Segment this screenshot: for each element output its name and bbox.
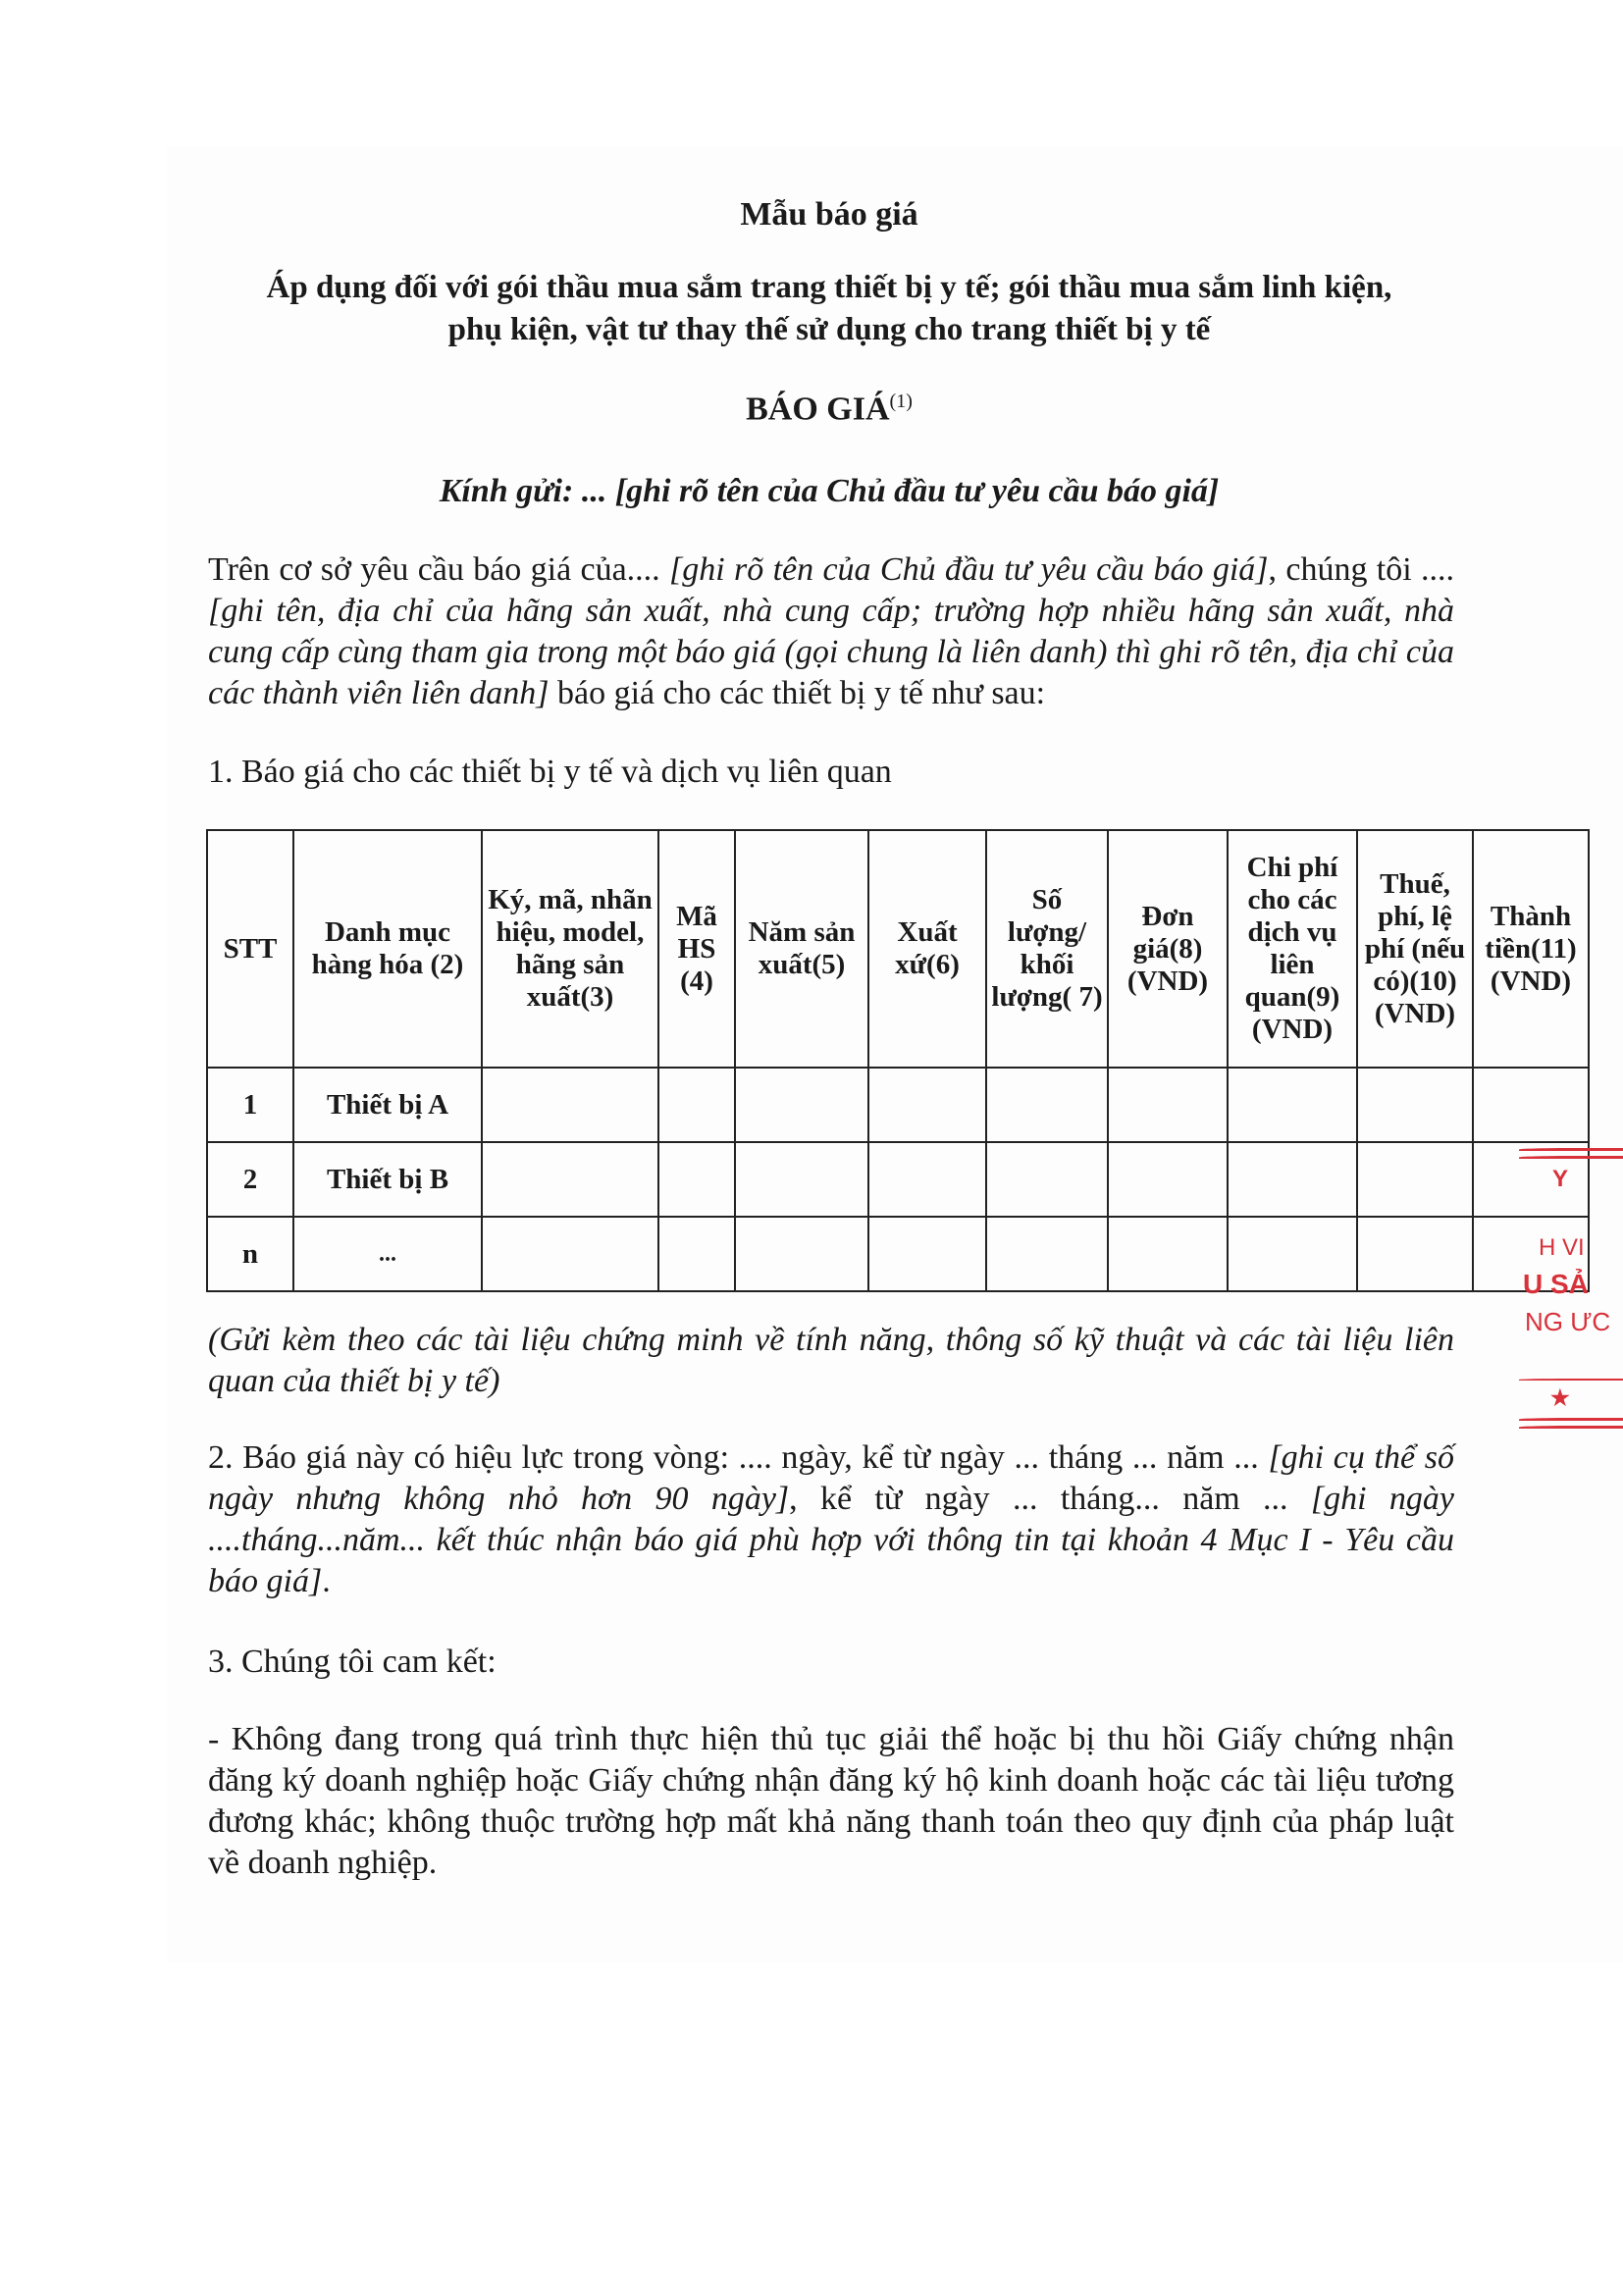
validity-text-3: . [322,1563,331,1599]
table-cell [986,1068,1108,1142]
stamp-text: U SẢ [1523,1269,1589,1299]
form-title: Mẫu báo giá [740,196,918,233]
header-service-cost: Chi phí cho các dịch vụ liên quan(9) (VND) [1228,830,1357,1068]
stamp-arc [1519,1148,1623,1151]
row-item-name: Thiết bị B [293,1142,482,1217]
header-stt: STT [207,830,293,1068]
table-note: (Gửi kèm theo các tài liệu chứng minh về tính năng, thông số kỹ thuật và các tài liệu liên quan của thiết bị y tế) [208,1322,1454,1399]
quote-table [206,829,1590,1292]
intro-paragraph [208,549,1454,714]
table-cell [1357,1217,1473,1291]
table-row [207,1142,1589,1217]
table-cell [658,1142,735,1217]
intro-text-3: báo giá cho các thiết bị y tế như sau: [549,675,1046,711]
table-cell [1228,1142,1357,1217]
intro-text-1: Trên cơ sở yêu cầu báo giá của.... [208,551,660,588]
heading-footnote: (1) [889,391,913,412]
subtitle-line-2: phụ kiện, vật tư thay thế sử dụng cho trang thiết bị y tế [447,312,1211,347]
header-item-name: Danh mục hàng hóa (2) [293,830,482,1068]
subtitle-line-1: Áp dụng đối với gói thầu mua sắm trang thiết bị y tế; gói thầu mua sắm linh kiện, [266,270,1392,305]
table-row [207,1068,1589,1142]
table-cell [986,1217,1108,1291]
section-2-paragraph [208,1437,1454,1602]
stamp-arc [1519,1426,1623,1429]
header-hs-code: Mã HS (4) [658,830,735,1068]
table-cell [735,1217,868,1291]
header-quantity: Số lượng/ khối lượng( 7) [986,830,1108,1068]
table-cell [986,1142,1108,1217]
validity-text-1: 2. Báo giá này có hiệu lực trong vòng: .... ngày, kể từ ngày ... tháng ... năm ... [208,1439,1259,1476]
row-stt: n [207,1217,293,1291]
intro-text-2: , chúng tôi .... [1268,551,1454,588]
validity-placeholder-2: [ghi ngày ....tháng...năm... kết thúc nhận báo giá phù hợp với thông tin tại khoản 4 Mục I - Yêu cầu báo giá] [208,1481,1454,1599]
stamp-text: NG ƯC [1525,1307,1611,1336]
recipient-line: Kính gửi: ... [ghi rõ tên của Chủ đầu tư yêu cầu báo giá] [439,473,1220,509]
table-row [207,1217,1589,1291]
heading-text: BÁO GIÁ [746,391,890,428]
validity-placeholder-1: [ghi cụ thể số ngày nhưng không nhỏ hơn 90 ngày] [208,1439,1454,1517]
row-stt: 1 [207,1068,293,1142]
red-stamp-fragment [1509,1138,1623,1433]
header-unit-price: Đơn giá(8) (VND) [1108,830,1228,1068]
section-3-heading: 3. Chúng tôi cam kết: [208,1644,497,1680]
header-tax: Thuế, phí, lệ phí (nếu có)(10) (VND) [1357,830,1473,1068]
table-cell [1357,1068,1473,1142]
row-stt: 2 [207,1142,293,1217]
table-cell [868,1217,986,1291]
validity-text-2: , kể từ ngày ... tháng... năm ... [789,1481,1288,1517]
table-cell [868,1142,986,1217]
stamp-text: Y [1552,1166,1569,1192]
table-cell [1108,1217,1228,1291]
table-cell [482,1068,658,1142]
table-cell [1108,1068,1228,1142]
header-total: Thành tiền(11) (VND) [1473,830,1589,1068]
table-cell [1357,1142,1473,1217]
table-cell [658,1068,735,1142]
table-cell [482,1217,658,1291]
intro-placeholder-1: [ghi rõ tên của Chủ đầu tư yêu cầu báo giá] [659,551,1269,588]
table-cell [1228,1068,1357,1142]
stamp-star-icon: ★ [1550,1385,1570,1410]
stamp-arc [1519,1379,1623,1381]
document-heading [0,391,1623,428]
table-cell [1108,1142,1228,1217]
intro-placeholder-2: [ghi tên, địa chỉ của hãng sản xuất, nhà cung cấp; trường hợp nhiều hãng sản xuất, nhà cung cấp cùng tham gia trong một báo giá (gọi chung là liên danh) thì ghi rõ tên, địa chỉ của các thành viên liên danh] [208,593,1454,711]
header-model: Ký, mã, nhãn hiệu, model, hãng sản xuất(3) [482,830,658,1068]
table-cell [658,1217,735,1291]
stamp-arc [1519,1418,1623,1421]
table-cell [868,1068,986,1142]
table-cell [1473,1068,1589,1142]
header-origin: Xuất xứ(6) [868,830,986,1068]
table-cell [482,1142,658,1217]
header-year: Năm sản xuất(5) [735,830,868,1068]
table-cell [1228,1217,1357,1291]
table-cell [735,1068,868,1142]
stamp-text: H VI [1539,1234,1585,1261]
section-1-heading: 1. Báo giá cho các thiết bị y tế và dịch vụ liên quan [208,754,892,790]
stamp-arc [1519,1156,1623,1159]
commitment-paragraph: - Không đang trong quá trình thực hiện thủ tục giải thể hoặc bị thu hồi Giấy chứng nhận đăng ký doanh nghiệp hoặc Giấy chứng nhận đăng ký hộ kinh doanh hoặc các tài liệu tương đương khác; không thuộc trường hợp mất khả năng thanh toán theo quy định của pháp luật về doanh nghiệp. [208,1721,1454,1881]
table-header-row [207,830,1589,1068]
row-item-name: ... [293,1217,482,1291]
table-cell [735,1142,868,1217]
row-item-name: Thiết bị A [293,1068,482,1142]
